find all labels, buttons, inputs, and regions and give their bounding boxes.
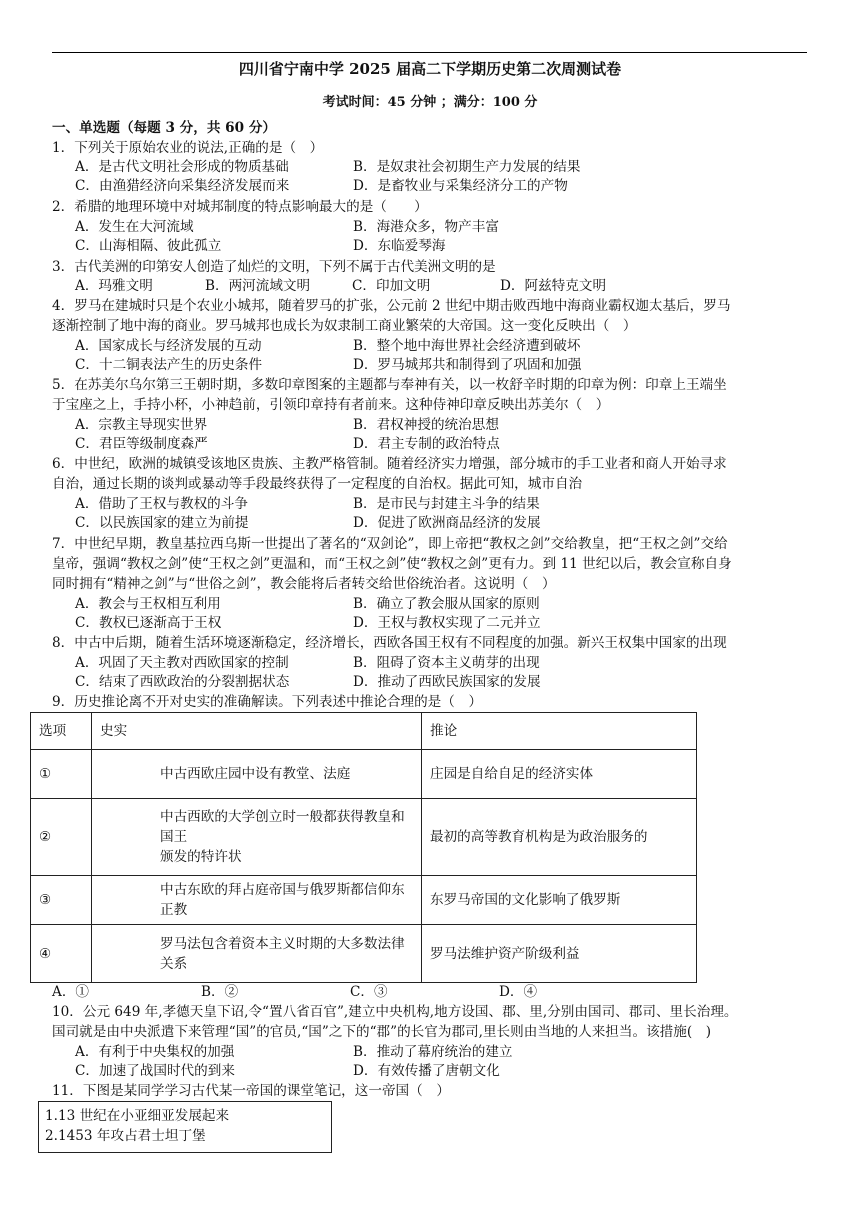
q1-option-d: D．是畜牧业与采集经济分工的产物 xyxy=(353,178,568,194)
q6-option-c: C．以民族国家的建立为前提 xyxy=(75,515,249,531)
q6-stem-line2: 自治，通过长期的谈判或暴动等手段最终获得了一定程度的自治权。据此可知，城市自治 xyxy=(52,476,583,492)
q7-stem-line1: 7．中世纪早期，教皇基拉西乌斯一世提出了著名的“双剑论”，即上帝把“教权之剑”交给教皇，把“王权之剑”交给 xyxy=(52,536,728,552)
q8-stem: 8．中古中后期，随着生活环境逐渐稳定，经济增长，西欧各国王权有不同程度的加强。新兴王权集中国家的出现 xyxy=(52,635,727,651)
table-header: 史实 xyxy=(92,713,422,750)
q8-option-c: C．结束了西欧政治的分裂割据状态 xyxy=(75,674,290,690)
q11-note-box xyxy=(38,1101,332,1153)
q1-option-a: A．是古代文明社会形成的物质基础 xyxy=(75,159,289,175)
table-cell-option: ④ xyxy=(31,925,92,983)
q4-option-b: B．整个地中海世界社会经济遭到破坏 xyxy=(353,338,581,354)
q3-stem: 3．古代美洲的印第安人创造了灿烂的文明，下列不属于古代美洲文明的是 xyxy=(52,259,496,275)
table-cell-inference: 最初的高等教育机构是为政治服务的 xyxy=(422,799,697,876)
table-row xyxy=(31,925,697,983)
q5-option-b: B．君权神授的统治思想 xyxy=(353,417,499,433)
q10-option-b: B．推动了幕府统治的建立 xyxy=(353,1044,513,1060)
q4-option-c: C．十二铜表法产生的历史条件 xyxy=(75,357,263,373)
q10-option-c: C．加速了战国时代的到来 xyxy=(75,1063,235,1079)
q9-option-a: A．① xyxy=(52,984,90,1000)
table-header-row xyxy=(31,713,697,750)
q3-option-b: B．两河流域文明 xyxy=(205,278,311,294)
q10-stem-line1: 10．公元 649 年,孝德天皇下诏,令“置八省百官”,建立中央机构,地方设国、郡、里,分别由国司、郡司、里长治理。 xyxy=(52,1004,738,1020)
q7-option-c: C．教权已逐渐高于王权 xyxy=(75,615,222,631)
q6-option-d: D．促进了欧洲商品经济的发展 xyxy=(353,515,541,531)
q3-option-a: A．玛雅文明 xyxy=(75,278,153,294)
q4-stem-line2: 逐渐控制了地中海的商业。罗马城邦也成长为奴隶制工商业繁荣的大帝国。这一变化反映出（ ） xyxy=(52,318,637,334)
q9-stem: 9．历史推论离不开对史实的准确解读。下列表述中推论合理的是（ ） xyxy=(52,694,483,710)
q11-note-line: 1.13 世纪在小亚细亚发展起来 xyxy=(45,1108,230,1124)
q5-stem-line1: 5．在苏美尔乌尔第三王朝时期，多数印章图案的主题都与奉神有关，以一枚舒辛时期的印章为例：印章上王端坐 xyxy=(52,377,727,393)
table-header: 选项 xyxy=(31,713,92,750)
header-rule xyxy=(52,52,807,53)
q1-stem: 1．下列关于原始农业的说法,正确的是（ ） xyxy=(52,140,324,156)
q9-table xyxy=(30,712,697,983)
q2-option-b: B．海港众多，物产丰富 xyxy=(353,219,499,235)
q10-option-a: A．有利于中央集权的加强 xyxy=(75,1044,235,1060)
q7-option-d: D．王权与教权实现了二元并立 xyxy=(353,615,541,631)
q8-option-a: A．巩固了天主教对西欧国家的控制 xyxy=(75,655,289,671)
table-cell-fact: 中古西欧庄园中设有教堂、法庭 xyxy=(92,750,422,799)
q11-note-line: 2.1453 年攻占君士坦丁堡 xyxy=(45,1128,206,1144)
q2-option-a: A．发生在大河流域 xyxy=(75,219,194,235)
q5-option-d: D．君主专制的政治特点 xyxy=(353,436,500,452)
q3-option-c: C．印加文明 xyxy=(352,278,431,294)
table-cell-option: ② xyxy=(31,799,92,876)
q8-option-b: B．阻碍了资本主义萌芽的出现 xyxy=(353,655,540,671)
q5-option-c: C．君臣等级制度森严 xyxy=(75,436,208,452)
exam-info: 考试时间：45 分钟 ；满分：100 分 xyxy=(322,95,538,110)
q8-option-d: D．推动了西欧民族国家的发展 xyxy=(353,674,541,690)
table-row xyxy=(31,799,697,876)
q9-option-c: C．③ xyxy=(350,984,388,1000)
q3-option-d: D．阿兹特克文明 xyxy=(500,278,607,294)
q6-option-b: B．是市民与封建主斗争的结果 xyxy=(353,496,540,512)
q5-option-a: A．宗教主导现实世界 xyxy=(75,417,208,433)
table-cell-inference: 罗马法维护资产阶级利益 xyxy=(422,925,697,983)
table-cell-fact-line: 颁发的特许状 xyxy=(160,849,242,865)
q6-stem-line1: 6．中世纪，欧洲的城镇受该地区贵族、主教严格管制。随着经济实力增强，部分城市的手工业者和商人开始寻求 xyxy=(52,456,727,472)
q4-stem-line1: 4．罗马在建城时只是个农业小城邦，随着罗马的扩张，公元前 2 世纪中期击败西地中海商业霸权迦太基后，罗马 xyxy=(52,298,731,314)
table-cell-fact: 中古东欧的拜占庭帝国与俄罗斯都信仰东正教 xyxy=(92,876,422,925)
q7-stem-line2: 皇帝，强调“教权之剑”使“王权之剑”更温和，而“王权之剑”使“教权之剑”更有力。到 11 世纪以后，教会宣称自身 xyxy=(52,556,732,572)
table-header: 推论 xyxy=(422,713,697,750)
q1-option-b: B．是奴隶社会初期生产力发展的结果 xyxy=(353,159,581,175)
q1-option-c: C．由渔猎经济向采集经济发展而来 xyxy=(75,178,290,194)
q11-stem: 11．下图是某同学学习古代某一帝国的课堂笔记，这一帝国（ ） xyxy=(52,1083,450,1099)
section-heading: 一、单选题（每题 3 分，共 60 分） xyxy=(52,120,277,136)
q2-option-d: D．东临爱琴海 xyxy=(353,238,446,254)
table-cell-inference: 庄园是自给自足的经济实体 xyxy=(422,750,697,799)
q9-option-b: B．② xyxy=(201,984,239,1000)
q4-option-a: A．国家成长与经济发展的互动 xyxy=(75,338,262,354)
table-cell-option: ③ xyxy=(31,876,92,925)
table-row xyxy=(31,750,697,799)
table-cell-option: ① xyxy=(31,750,92,799)
q7-option-b: B．确立了教会服从国家的原则 xyxy=(353,596,540,612)
q10-option-d: D．有效传播了唐朝文化 xyxy=(353,1063,500,1079)
table-cell-fact: 罗马法包含着资本主义时期的大多数法律关系 xyxy=(92,925,422,983)
q2-stem: 2．希腊的地理环境中对城邦制度的特点影响最大的是（ ） xyxy=(52,199,428,215)
q6-option-a: A．借助了王权与教权的斗争 xyxy=(75,496,248,512)
q10-stem-line2: 国司就是由中央派遣下来管理“国”的官员,“国”之下的“郡”的长官为郡司,里长则由当地的人来担当。该措施( ) xyxy=(52,1024,712,1040)
table-row xyxy=(31,876,697,925)
q7-stem-line3: 同时拥有“精神之剑”与“世俗之剑”，教会能将后者转交给世俗统治者。这说明（ ） xyxy=(52,576,556,592)
table-cell-fact-line: 中古西欧的大学创立时一般都获得教皇和国王 xyxy=(160,809,405,845)
q7-option-a: A．教会与王权相互利用 xyxy=(75,596,221,612)
page-title: 四川省宁南中学 2025 届高二下学期历史第二次周测试卷 xyxy=(238,60,622,78)
table-cell-inference: 东罗马帝国的文化影响了俄罗斯 xyxy=(422,876,697,925)
q9-option-d: D．④ xyxy=(499,984,538,1000)
q4-option-d: D．罗马城邦共和制得到了巩固和加强 xyxy=(353,357,582,373)
table-cell-fact xyxy=(92,799,422,876)
q2-option-c: C．山海相隔、彼此孤立 xyxy=(75,238,222,254)
q5-stem-line2: 于宝座之上，手持小杯，小神趋前，引领印章持有者前来。这种侍神印章反映出苏美尔（ ） xyxy=(52,397,610,413)
